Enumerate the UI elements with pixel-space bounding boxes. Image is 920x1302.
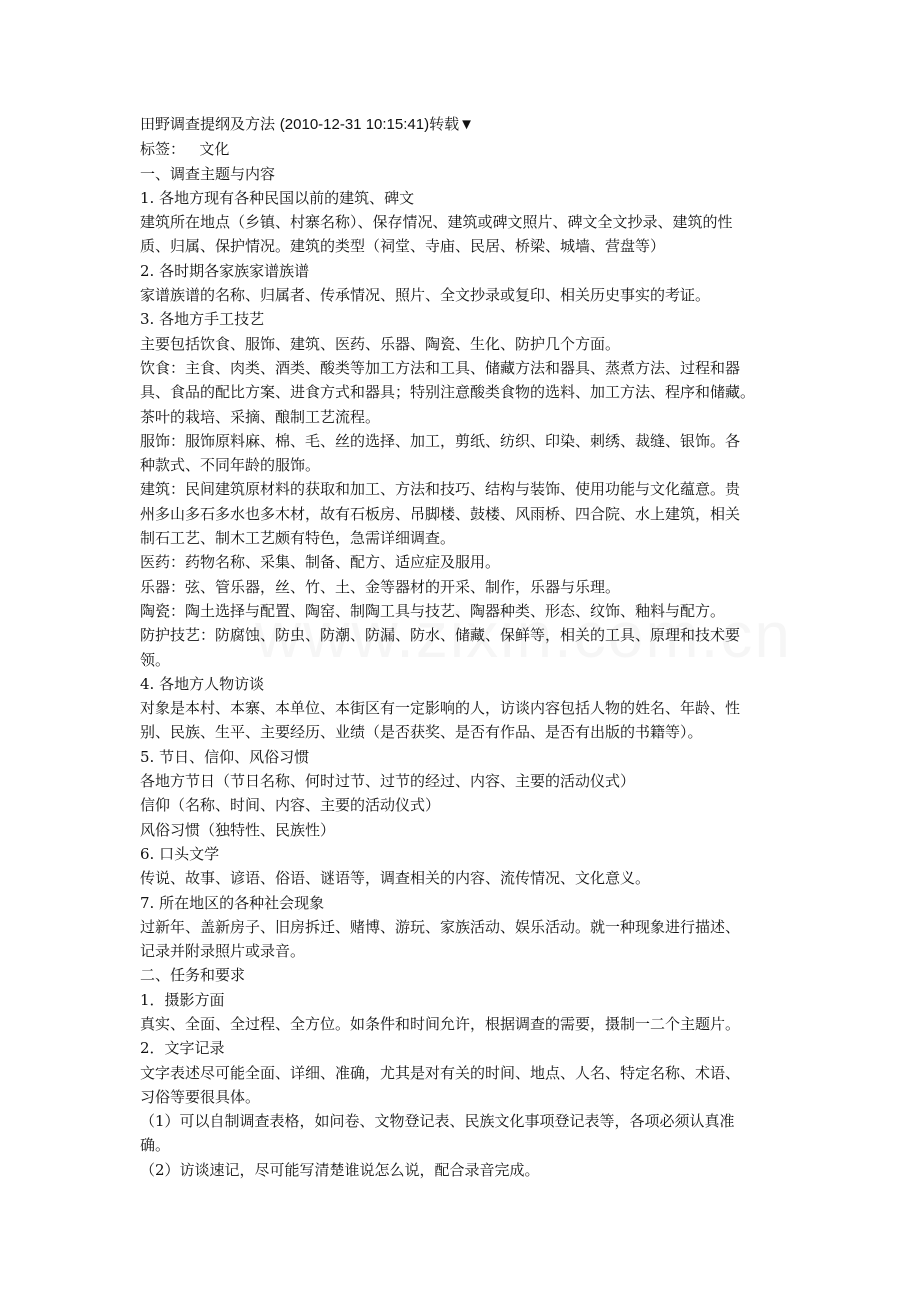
tags-line [140, 137, 790, 161]
text-line: 2．文字记录 [140, 1039, 225, 1058]
text-line: 2. 各时期各家族家谱族谱 [140, 261, 310, 280]
text-line: 3. 各地方手工技艺 [140, 310, 265, 329]
text-line: 信仰（名称、时间、内容、主要的活动仪式） [140, 796, 441, 815]
document-title: 田野调查提纲及方法 [140, 115, 276, 133]
text-line: 陶瓷：陶土选择与配置、陶窑、制陶工具与技艺、陶器种类、形态、纹饰、釉料与配方。 [140, 601, 726, 620]
text-line: 各地方节日（节日名称、何时过节、过节的经过、内容、主要的活动仪式） [140, 772, 636, 791]
text-line: 饮食：主食、肉类、酒类、酸类等加工方法和工具、储藏方法和器具、蒸煮方法、过程和器 [140, 358, 741, 377]
text-line: 习俗等要很具体。 [140, 1087, 261, 1106]
text-line: 建筑所在地点（乡镇、村寨名称）、保存情况、建筑或碑文照片、碑文全文抄录、建筑的性 [140, 213, 733, 232]
text-line: 领。 [140, 650, 171, 669]
text-line: 别、民族、生平、主要经历、业绩（是否获奖、是否有作品、是否有出版的书籍等）。 [140, 723, 703, 742]
tags-label: 标签： [140, 140, 186, 159]
text-line: 主要包括饮食、服饰、建筑、医药、乐器、陶瓷、生化、防护几个方面。 [140, 334, 621, 353]
text-line: 真实、全面、全过程、全方位。如条件和时间允许，根据调查的需要，摄制一二个主题片。 [140, 1014, 741, 1033]
tag-culture[interactable]: 文化 [199, 140, 230, 159]
text-line: 乐器：弦、管乐器，丝、竹、土、金等器材的开采、制作，乐器与乐理。 [140, 577, 621, 596]
text-line: 确。 [140, 1136, 171, 1155]
document-content [140, 162, 790, 1182]
document-title-line [140, 112, 790, 137]
text-line: 二、任务和要求 [140, 966, 246, 985]
text-line: 7. 所在地区的各种社会现象 [140, 893, 325, 912]
document-body [140, 112, 790, 1182]
text-line: 茶叶的栽培、采摘、酿制工艺流程。 [140, 407, 381, 426]
text-line: 家谱族谱的名称、归属者、传承情况、照片、全文抄录或复印、相关历史事实的考证。 [140, 286, 711, 305]
text-line: 过新年、盖新房子、旧房拆迁、赌博、游玩、家族活动、娱乐活动。就一种现象进行描述、 [140, 917, 741, 936]
text-line: （1）可以自制调查表格，如问卷、文物登记表、民族文化事项登记表等，各项必须认真准 [140, 1112, 735, 1131]
text-line: 5. 节日、信仰、风俗习惯 [140, 747, 310, 766]
text-line: 对象是本村、本寨、本单位、本街区有一定影响的人，访谈内容包括人物的姓名、年龄、性 [140, 699, 741, 718]
text-line: 服饰：服饰原料麻、棉、毛、丝的选择、加工，剪纸、纺织、印染、刺绣、裁缝、银饰。各 [140, 431, 741, 450]
text-line: 种款式、不同年龄的服饰。 [140, 456, 321, 475]
text-line: 建筑：民间建筑原材料的获取和加工、方法和技巧、结构与装饰、使用功能与文化蕴意。贵 [140, 480, 741, 499]
text-line: 文字表述尽可能全面、详细、准确，尤其是对有关的时间、地点、人名、特定名称、术语、 [140, 1063, 741, 1082]
text-line: 传说、故事、谚语、俗语、谜语等，调查相关的内容、流传情况、文化意义。 [140, 869, 651, 888]
text-line: 风俗习惯（独特性、民族性） [140, 820, 336, 839]
text-line: 质、归属、保护情况。建筑的类型（祠堂、寺庙、民居、桥梁、城墙、营盘等） [140, 237, 666, 256]
text-line: 防护技艺：防腐蚀、防虫、防潮、防漏、防水、储藏、保鲜等，相关的工具、原理和技术要 [140, 626, 741, 645]
text-line: 州多山多石多水也多木材，故有石板房、吊脚楼、鼓楼、风雨桥、四合院、水上建筑，相关 [140, 504, 741, 523]
text-line: 1．摄影方面 [140, 990, 225, 1009]
text-line: 医药：药物名称、采集、制备、配方、适应症及服用。 [140, 553, 501, 572]
text-line: 1. 各地方现有各种民国以前的建筑、碑文 [140, 188, 415, 207]
text-line: 具、食品的配比方案、进食方式和器具；特别注意酸类食物的选料、加工方法、程序和储藏。 [140, 383, 756, 402]
text-line: 一、调查主题与内容 [140, 164, 276, 183]
text-line: 6. 口头文学 [140, 844, 220, 863]
text-line: 4. 各地方人物访谈 [140, 674, 265, 693]
text-line: （2）访谈速记，尽可能写清楚谁说怎么说，配合录音完成。 [140, 1160, 540, 1179]
document-meta: (2010-12-31 10:15:41)转载▼ [279, 116, 474, 133]
text-line: 制石工艺、制木工艺颇有特色，急需详细调查。 [140, 529, 456, 548]
text-line: 记录并附录照片或录音。 [140, 942, 306, 961]
